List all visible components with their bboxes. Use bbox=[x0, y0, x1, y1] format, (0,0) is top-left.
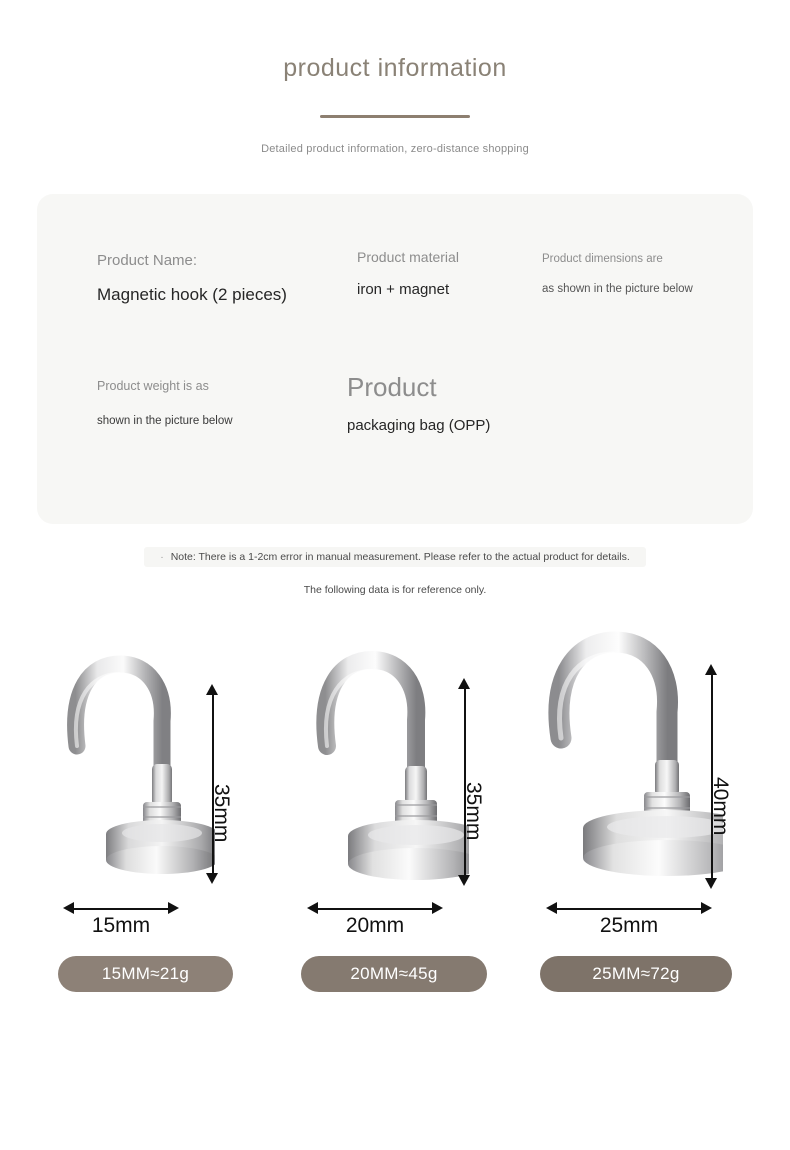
width-label-25mm: 25mm bbox=[599, 914, 659, 937]
height-dimension-20mm bbox=[455, 678, 495, 886]
info-value-product-material: iron + magnet bbox=[357, 281, 450, 298]
info-value-product-weight: shown in the picture below bbox=[97, 415, 233, 427]
figure-hook-15mm bbox=[15, 616, 265, 1016]
arrow-right-icon bbox=[432, 902, 443, 914]
info-cell-product-dimensions bbox=[542, 253, 693, 295]
page-subtitle: Detailed product information, zero-distance shopping bbox=[261, 143, 529, 155]
arrow-down-icon bbox=[705, 878, 717, 889]
arrow-down-icon bbox=[458, 875, 470, 886]
hook-image-15mm bbox=[15, 616, 215, 916]
info-value-product-packaging: packaging bag (OPP) bbox=[347, 417, 491, 434]
hook-image-25mm bbox=[503, 616, 703, 916]
spec-pill-15mm: 15MM≈21g bbox=[58, 956, 233, 992]
page-title: product information bbox=[283, 54, 507, 82]
figure-hook-25mm bbox=[503, 616, 753, 1016]
reference-note: The following data is for reference only. bbox=[303, 584, 487, 596]
width-label-15mm: 15mm bbox=[91, 914, 151, 937]
arrow-down-icon bbox=[206, 873, 218, 884]
note-bullet-icon: · bbox=[160, 551, 164, 563]
dimension-line bbox=[71, 908, 171, 910]
dimension-line bbox=[315, 908, 435, 910]
figure-hook-20mm bbox=[259, 616, 509, 1016]
height-label-15mm: 35mm bbox=[210, 784, 233, 843]
spec-pill-25mm: 25MM≈72g bbox=[540, 956, 732, 992]
height-label-20mm: 35mm bbox=[462, 782, 485, 841]
height-label-25mm: 40mm bbox=[709, 776, 732, 835]
product-info-card bbox=[37, 194, 753, 524]
info-cell-product-material bbox=[357, 249, 459, 298]
info-label-product-packaging: Product bbox=[347, 372, 437, 402]
info-label-product-dimensions: Product dimensions are bbox=[542, 253, 663, 265]
height-dimension-25mm bbox=[702, 664, 742, 889]
info-cell-product-weight bbox=[97, 379, 233, 427]
measurement-note bbox=[144, 547, 646, 567]
info-label-product-weight: Product weight is as bbox=[97, 379, 209, 393]
spec-pill-20mm: 20MM≈45g bbox=[301, 956, 487, 992]
dimension-line bbox=[554, 908, 704, 910]
info-cell-product-packaging bbox=[347, 372, 490, 434]
notes-section bbox=[0, 547, 790, 596]
title-divider bbox=[320, 115, 470, 118]
height-dimension-15mm bbox=[203, 684, 243, 884]
info-cell-product-name bbox=[97, 252, 287, 305]
arrow-right-icon bbox=[168, 902, 179, 914]
info-value-product-dimensions: as shown in the picture below bbox=[542, 283, 693, 295]
info-label-product-material: Product material bbox=[357, 249, 459, 265]
info-label-product-name: Product Name: bbox=[97, 252, 198, 269]
page-header bbox=[0, 0, 790, 155]
width-label-20mm: 20mm bbox=[345, 914, 405, 937]
measurement-note-text: Note: There is a 1-2cm error in manual measurement. Please refer to the actual product for details. bbox=[170, 551, 630, 563]
arrow-right-icon bbox=[701, 902, 712, 914]
info-value-product-name: Magnetic hook (2 pieces) bbox=[97, 285, 287, 304]
product-figures bbox=[0, 616, 790, 1016]
hook-image-20mm bbox=[259, 616, 459, 916]
